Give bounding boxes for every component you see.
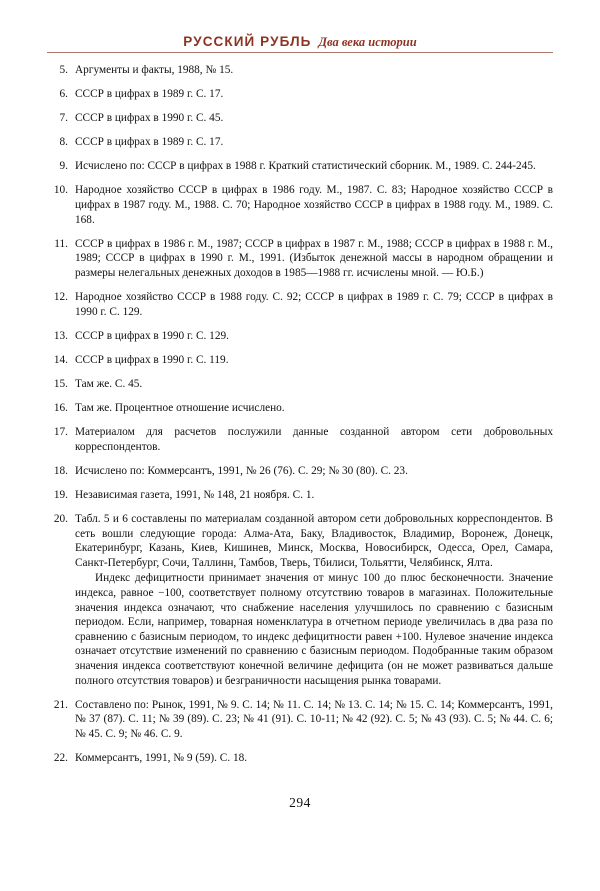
endnote-number: 19. xyxy=(53,488,68,501)
endnote-text: Исчислено по: СССР в цифрах в 1988 г. Краткий статистический сборник. М., 1989. С. 244-245. xyxy=(75,160,536,173)
endnote-number: 7. xyxy=(59,112,68,125)
endnote-number: 18. xyxy=(53,464,68,477)
endnote-text: СССР в цифрах в 1989 г. С. 17. xyxy=(75,88,224,101)
endnote-text: Независимая газета, 1991, № 148, 21 ноября. С. 1. xyxy=(75,488,315,501)
endnote-number: 21. xyxy=(53,698,68,711)
endnote-number: 8. xyxy=(59,136,68,149)
running-head-subtitle: Два века истории xyxy=(318,35,417,49)
endnote-number: 12. xyxy=(53,291,68,304)
endnote-number: 10. xyxy=(53,184,68,197)
endnote-number: 11. xyxy=(54,237,68,250)
endnote-text: СССР в цифрах в 1986 г. М., 1987; СССР в цифрах в 1987 г. М., 1988; СССР в цифрах в 1988 г. М., 1989; СССР в цифрах в 1990 г. М., 1991. (Избыток денежной массы в народном обращении и размеры нелегальных денежных доходов в 1985—1988 гг. исчислены мной. — Ю.Б.) xyxy=(75,237,553,279)
endnote-subparagraph: Индекс дефицитности принимает значения от минус 100 до плюс бесконечности. Значение индекса, равное −100, соответствует полному отсутствию товаров в магазинах. Положительные значения индекса означают, что снабжение населения улучшилось по сравнению с базисным периодом. Если, например, товарная номенклатура в отчетном периоде увеличилась в два раза по сравнению с базисным периодом, то индекс дефицитности равен +100. Нулевое значение индекса означает отсутствие изменений по сравнению с базисным периодом. Подобранные таким образом значения индекса соответствуют конечной величине дефицита (он не может развиваться дальше полного отсутствия товаров) и безграничности насыщения рынка товарами. xyxy=(75,572,553,687)
endnote-number: 17. xyxy=(53,426,68,439)
endnote-text: СССР в цифрах в 1990 г. С. 45. xyxy=(75,112,224,125)
endnote-item xyxy=(47,290,553,319)
endnote-text: Коммерсантъ, 1991, № 9 (59). С. 18. xyxy=(75,751,248,764)
endnote-text: Табл. 5 и 6 составлены по материалам созданной автором сети добровольных корреспондентов. В сеть вошли следующие города: Алма-Ата, Баку, Владивосток, Владимир, Воронеж, Донецк, Екатеринбург, Казань, Киев, Кишинев, Минск, Москва, Новосибирск, Одесса, Орел, Самара, Санкт-Петербург, Сочи, Таллинн, Тамбов, Тверь, Тбилиси, Тольятти, Челябинск, Ялта. xyxy=(75,512,553,569)
endnote-item xyxy=(47,377,553,392)
endnote-text: Народное хозяйство СССР в 1988 году. С. 92; СССР в цифрах в 1989 г. С. 79; СССР в цифрах в 1990 г. С. 129. xyxy=(75,291,553,318)
endnotes-list xyxy=(47,63,553,775)
endnote-number: 6. xyxy=(59,88,68,101)
endnote-item xyxy=(47,159,553,174)
endnote-number: 5. xyxy=(59,64,68,76)
endnote-item xyxy=(47,512,553,688)
endnote-number: 20. xyxy=(53,512,68,525)
page-number: 294 xyxy=(289,795,311,810)
endnote-number: 9. xyxy=(59,160,68,173)
endnote-item xyxy=(47,464,553,479)
endnote-text: Материалом для расчетов послужили данные созданной автором сети добровольных корреспондентов. xyxy=(75,426,553,453)
endnote-text: СССР в цифрах в 1990 г. С. 129. xyxy=(75,329,229,342)
endnote-number: 16. xyxy=(53,402,68,414)
endnote-item xyxy=(47,63,553,78)
endnote-item xyxy=(47,698,553,742)
endnote-text: Исчислено по: Коммерсантъ, 1991, № 26 (76). С. 29; № 30 (80). С. 23. xyxy=(75,464,408,477)
running-head-title: РУССКИЙ РУБЛЬ xyxy=(183,34,312,49)
running-head xyxy=(47,33,553,51)
endnote-item xyxy=(47,425,553,454)
endnote-item xyxy=(47,87,553,102)
endnote-item xyxy=(47,751,553,766)
header-rule-divider xyxy=(47,52,553,53)
endnote-text: Там же. Процентное отношение исчислено. xyxy=(75,402,285,414)
endnote-item xyxy=(47,488,553,503)
endnote-text: Составлено по: Рынок, 1991, № 9. С. 14; № 11. С. 14; № 13. С. 14; № 15. С. 14; Коммерсантъ, 1991, № 37 (87). С. 11; № 39 (89). С. 23; № 41 (91). С. 10-11; № 42 (92). С. 5; № 43 (93). С. 5; № 44. С. 6; № 45. С. 9; № 46. С. 9. xyxy=(75,698,553,740)
endnote-text: Аргументы и факты, 1988, № 15. xyxy=(75,64,234,76)
endnote-text: СССР в цифрах в 1990 г. С. 119. xyxy=(75,353,229,366)
endnote-item xyxy=(47,353,553,368)
endnote-text: СССР в цифрах в 1989 г. С. 17. xyxy=(75,136,224,149)
endnote-item xyxy=(47,111,553,126)
endnote-item xyxy=(47,135,553,150)
endnote-number: 22. xyxy=(53,751,68,764)
endnote-item xyxy=(47,183,553,227)
endnote-text: Народное хозяйство СССР в цифрах в 1986 году. М., 1987. С. 83; Народное хозяйство СССР в цифрах в 1987 году. М., 1988. С. 70; Народное хозяйство СССР в цифрах в 1988 году. М., 1989. С. 168. xyxy=(75,184,553,226)
endnote-item xyxy=(47,237,553,281)
endnote-number: 14. xyxy=(53,353,68,366)
endnote-number: 15. xyxy=(53,377,68,390)
endnote-number: 13. xyxy=(53,329,68,342)
endnote-item xyxy=(47,401,553,416)
endnote-item xyxy=(47,329,553,344)
endnote-text: Там же. С. 45. xyxy=(75,377,143,390)
